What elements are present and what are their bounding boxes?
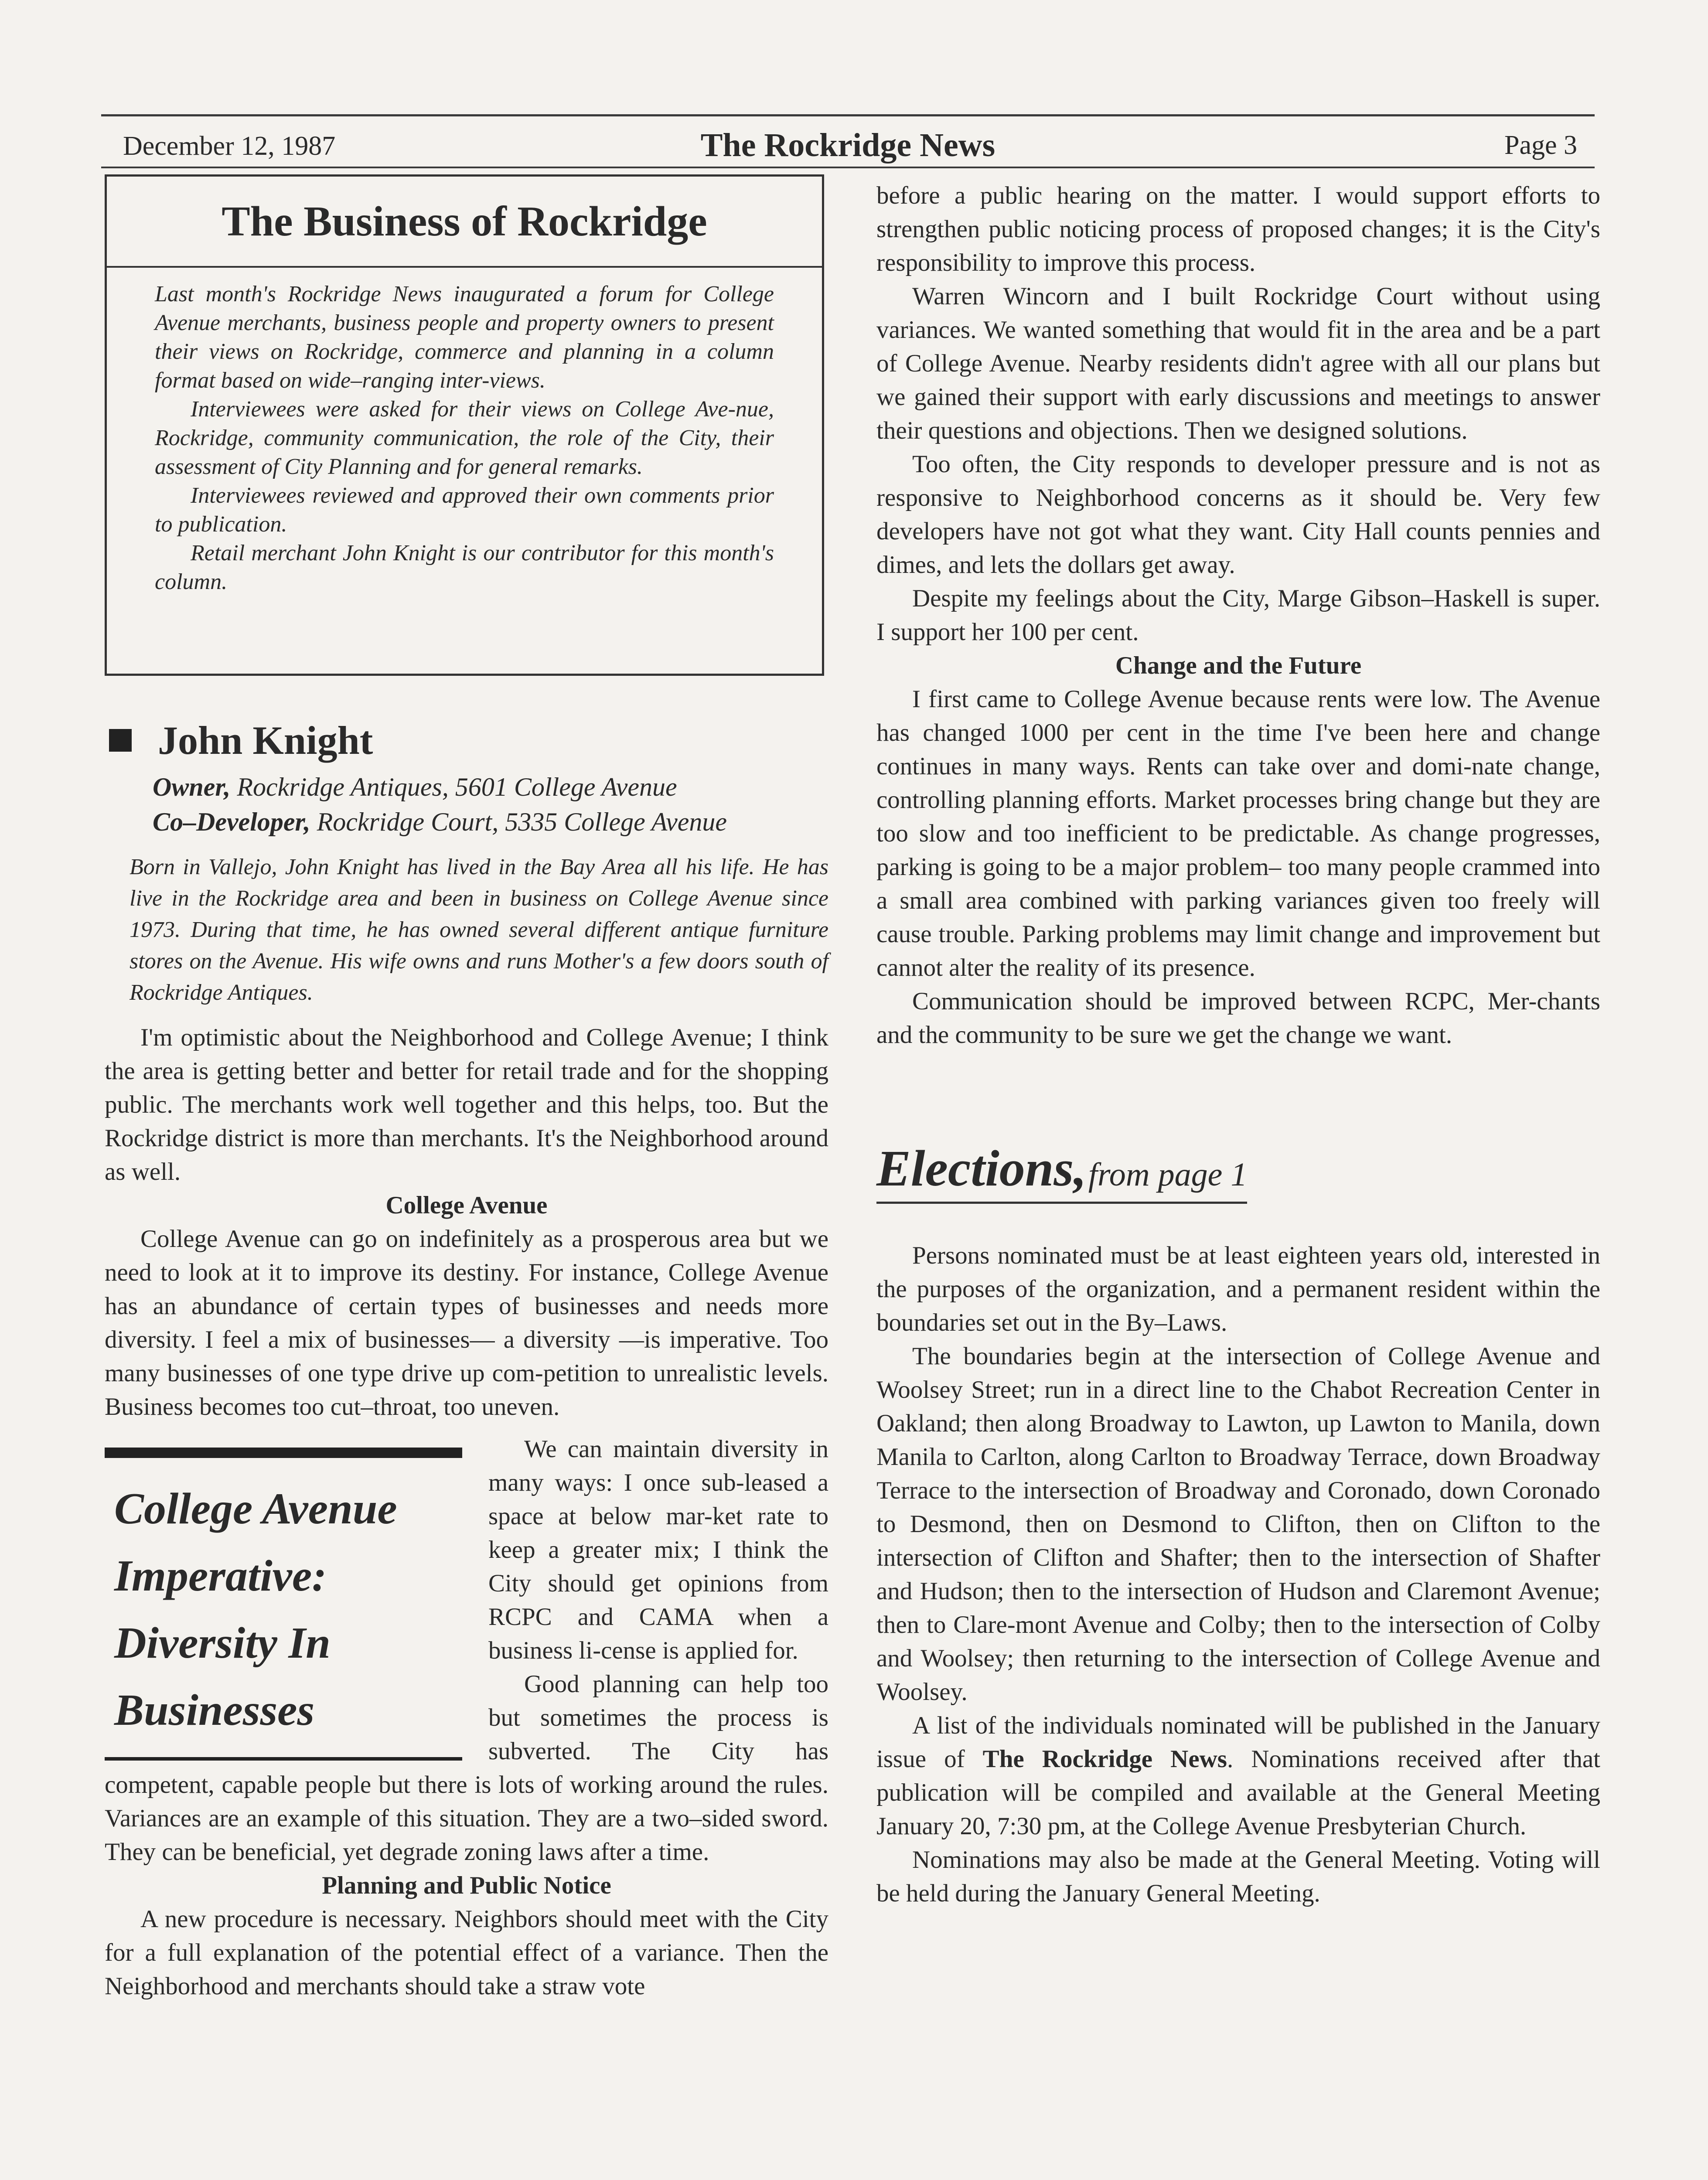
article-paragraph: We can maintain diversity in many ways: I once sub-leased a space at below mar-ket rate to keep a greater mix; I think the City should get opinions from RCPC and CAMA when a business li-cense is applied for. — [488, 1435, 828, 1664]
article-paragraph: I'm optimistic about the Neighborhood and College Avenue; I think the area is getting better and better for retail trade and for the shopping public. The merchants work well together and this helps, too. But the Rockridge district is more than merchants. It's the Neighborhood around as well. — [105, 1024, 828, 1185]
role-title: Owner, — [153, 773, 231, 801]
pull-quote-line: Businesses — [114, 1686, 315, 1735]
bio-text: Born in Vallejo, John Knight has lived in the Bay Area all his life. He has live in the Rockridge area and been in business on College Avenue since 1973. During that time, he has owned several different antique furniture stores on the Avenue. His wife owns and runs Mother's a few doors south of Rockridge Antiques. — [130, 855, 828, 1005]
right-column — [876, 179, 1600, 1910]
elections-body — [876, 1239, 1600, 1910]
square-bullet-icon — [109, 729, 132, 752]
role-detail: Rockridge Court, 5335 College Avenue — [310, 807, 727, 836]
pull-quote-section — [105, 1432, 828, 1869]
elections-title: Elections, — [876, 1140, 1087, 1197]
article-paragraph: Too often, the City responds to developer pressure and is not as responsive to Neighborhood concerns as it should be. Very few developers have not got what they want. City Hall counts pennies and dimes, and lets the dollars get away. — [876, 450, 1600, 579]
pull-quote-line: College Avenue — [114, 1484, 397, 1533]
article-paragraph: Despite my feelings about the City, Marge Gibson–Haskell is super. I support her 100 per cent. — [876, 585, 1600, 646]
paper-name: The Rockridge News — [700, 127, 995, 164]
text-run: . Nominations received after that publication will be compiled and available at the General Meeting January 20, 7:30 pm, at the College Avenue Presbyterian Church. — [876, 1745, 1600, 1840]
article-paragraph: A new procedure is necessary. Neighbors should meet with the City for a full explanation of the potential effect of a variance. Then the Neighborhood and merchants should take a straw vote — [105, 1905, 828, 2000]
article-paragraph: College Avenue can go on indefinitely as a prosperous area but we need to look at it to improve its destiny. For instance, College Avenue has an abundance of certain types of businesses and needs more diversity. I feel a mix of businesses— a diversity —is imperative. Too many businesses of one type drive up com-petition to unrealistic levels. Business becomes too cut–throat, too uneven. — [105, 1225, 828, 1420]
role-title: Co–Developer, — [153, 807, 310, 836]
profile-name: John Knight — [158, 718, 373, 763]
pull-quote-line: Diversity In — [114, 1618, 331, 1668]
profile-role — [153, 770, 828, 804]
paper-name-inline: The Rockridge News — [982, 1745, 1227, 1773]
issue-date: December 12, 1987 — [123, 131, 336, 161]
profile-bio — [130, 852, 828, 1008]
pull-quote — [105, 1448, 462, 1761]
elections-heading — [876, 1139, 1247, 1204]
section-subhead: Change and the Future — [1115, 652, 1362, 679]
intro-paragraph: Retail merchant John Knight is our contributor for this month's column. — [155, 541, 774, 594]
article-paragraph: before a public hearing on the matter. I would support efforts to strengthen public noticing process of proposed changes; it is the City's responsibility to improve this process. — [876, 182, 1600, 276]
intro-box-body — [107, 268, 822, 596]
article-paragraph: Communication should be improved between RCPC, Mer-chants and the community to be sure we get the change we want. — [876, 988, 1600, 1049]
left-column — [105, 174, 828, 2003]
article-paragraph: Persons nominated must be at least eighteen years old, interested in the purposes of the organization, and a permanent resident within the boundaries set out in the By–Laws. — [876, 1242, 1600, 1336]
section-subhead: College Avenue — [385, 1192, 548, 1219]
intro-paragraph: Last month's Rockridge News inaugurated a forum for College Avenue merchants, business people and property owners to present their views on Rockridge, commerce and planning in a column format based on wide–ranging inter-views. — [155, 282, 774, 393]
intro-paragraph: Interviewees were asked for their views on College Ave-nue, Rockridge, community communication, the role of the City, their assessment of City Planning and for general remarks. — [155, 397, 774, 479]
masthead-bottom-rule — [101, 167, 1595, 168]
text-run: A list of the individuals nominated will be published in the January issue of — [876, 1712, 1600, 1773]
article-paragraph: I first came to College Avenue because rents were low. The Avenue has changed 1000 per cent in the time I've been here and change continues in many ways. Rents can take over and domi-nate change, controlling planning efforts. Market processes bring change but they are too slow and too inefficient to be predictable. As change progresses, parking is going to be a major problem– too many people crammed into a small area combined with parking variances given too freely will cause trouble. Parking problems may limit change and improvement but cannot alter the reality of its presence. — [876, 685, 1600, 981]
profile-heading — [105, 717, 828, 763]
intro-box — [105, 174, 824, 676]
article-paragraph: The boundaries begin at the intersection of College Avenue and Woolsey Street; run in a direct line to the Chabot Recreation Center in Oakland; then along Broadway to Lawton, up Lawton to Manila, down Manila to Carlton, along Carlton to Broadway Terrace, down Broadway Terrace to the intersection of Broadway and Coronado, down Coronado to Desmond, then on Desmond to Clifton, then on Clifton to the intersection of Clifton and Shafter; then to the intersection of Shafter and Hudson; then to the intersection of Hudson and Claremont Avenue; then to Clare-mont Avenue and Colby; then to the intersection of Colby and Woolsey; then returning to the intersection of College Avenue and Woolsey. — [876, 1342, 1600, 1706]
article-paragraph: Warren Wincorn and I built Rockridge Court without using variances. We wanted something that would fit in the area and be a part of College Avenue. Nearby residents didn't agree with all our plans but we gained their support with early discussions and meetings to answer their questions and objections. Then we designed solutions. — [876, 283, 1600, 444]
role-detail: Rockridge Antiques, 5601 College Avenue — [230, 773, 677, 801]
page-number: Page 3 — [1504, 130, 1577, 160]
masthead — [101, 126, 1595, 166]
intro-box-title: The Business of Rockridge — [107, 177, 822, 268]
article-paragraph: Good planning can help too but sometimes the process is subverted. The City has competent, capable people but there is lots of working around the rules. Variances are an example of this situation. They are a two–sided sword. They can be beneficial, yet degrade zoning laws after a time. — [105, 1670, 828, 1866]
article-paragraph — [876, 1709, 1600, 1843]
profile-role — [153, 804, 828, 839]
masthead-top-rule — [101, 114, 1595, 116]
article-paragraph: Nominations may also be made at the General Meeting. Voting will be held during the January General Meeting. — [876, 1846, 1600, 1907]
intro-paragraph: Interviewees reviewed and approved their own comments prior to publication. — [155, 483, 774, 537]
pull-quote-line: Imperative: — [114, 1551, 327, 1601]
section-subhead: Planning and Public Notice — [322, 1872, 611, 1899]
elections-continuation: from page 1 — [1088, 1156, 1248, 1193]
